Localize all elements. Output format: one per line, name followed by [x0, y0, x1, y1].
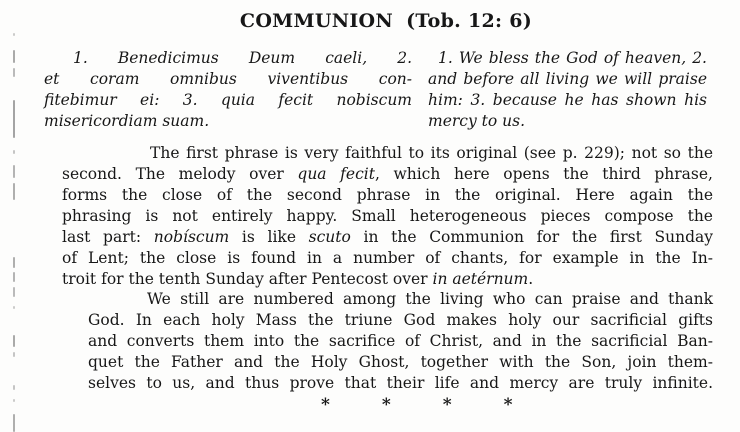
- italic-text-segment: qua fecit: [297, 165, 375, 183]
- scan-edge-mark: [13, 33, 15, 36]
- asterisk-glyph: *: [503, 395, 513, 415]
- commentary-paragraph-2: [88, 289, 713, 394]
- text-line: [44, 69, 412, 90]
- text-segment: et coram omnibus viventibus con-: [44, 70, 412, 88]
- text-line: [62, 185, 713, 206]
- text-segment: is like: [229, 228, 309, 246]
- text-segment: last part:: [62, 228, 154, 246]
- scan-edge-mark: [13, 68, 15, 77]
- italic-text-segment: nobíscum: [153, 228, 230, 246]
- text-segment: him: 3. because he has shown his: [428, 91, 707, 109]
- text-segment: fitebimur ei: 3. quia fecit nobiscum: [44, 91, 412, 109]
- text-line: [88, 373, 713, 394]
- text-line: [62, 269, 713, 290]
- italic-text-segment: in aetérnum: [432, 270, 529, 288]
- scan-edge-mark: [13, 335, 15, 347]
- text-segment: mercy to us.: [428, 112, 525, 130]
- scan-edge-mark: [13, 414, 15, 432]
- text-segment: troit for the tenth Sunday after Pentecost over: [62, 270, 433, 288]
- text-segment: and converts them into the sacrifice of Christ, and in the sacrificial Ban-: [88, 332, 713, 350]
- text-segment: selves to us, and thus prove that their life and mercy are truly infinite.: [88, 374, 713, 392]
- asterisk-glyph: *: [442, 395, 452, 415]
- scan-edge-mark: [13, 287, 15, 297]
- text-line: [88, 289, 713, 310]
- text-segment: God. In each holy Mass the triune God makes holy our sacrificial gifts: [88, 311, 713, 329]
- commentary-paragraph-1: [62, 143, 713, 290]
- text-segment: phrasing is not entirely happy. Small heterogeneous pieces compose the: [62, 207, 713, 225]
- title-text: COMMUNION: [239, 10, 394, 32]
- text-line: [62, 227, 713, 248]
- text-segment: The first phrase is very faithful to its original (see p. 229); not so the: [150, 144, 713, 162]
- text-segment: second. The melody over: [62, 165, 298, 183]
- text-line: [88, 310, 713, 331]
- text-segment: quet the Father and the Holy Ghost, together with the Son, join them-: [88, 353, 713, 371]
- text-segment: .: [528, 270, 534, 288]
- text-line: [44, 90, 412, 111]
- page-title: [16, 9, 740, 33]
- scan-edge-mark: [13, 50, 15, 63]
- text-line: [62, 248, 713, 269]
- scan-edge-mark: [13, 272, 15, 282]
- text-line: [428, 111, 707, 132]
- text-segment: , which here opens the third phrase,: [374, 165, 713, 183]
- scan-edge-mark: [13, 399, 15, 402]
- title-scripture-reference: (Tob. 12: 6): [406, 10, 533, 32]
- asterisk-separator: [321, 396, 513, 414]
- scan-edge-mark: [13, 306, 15, 309]
- text-line: [62, 206, 713, 227]
- scan-edge-mark: [13, 100, 15, 138]
- antiphon-latin-column: [44, 48, 412, 132]
- asterisk-glyph: *: [381, 395, 391, 415]
- scan-edge-mark: [13, 257, 15, 268]
- text-line: [88, 352, 713, 373]
- text-line: [88, 331, 713, 352]
- text-line: [44, 48, 412, 69]
- text-line: [44, 111, 412, 132]
- italic-text-segment: scuto: [308, 228, 351, 246]
- text-segment: We still are numbered among the living who can praise and thank: [147, 290, 713, 308]
- text-line: [428, 48, 707, 69]
- text-segment: 1. Benedicimus Deum caeli, 2.: [73, 49, 412, 67]
- text-line: [428, 69, 707, 90]
- scan-edge-mark: [13, 165, 15, 178]
- text-segment: misericordiam suam.: [44, 112, 210, 130]
- text-segment: 1. We bless the God of heaven, 2.: [438, 49, 707, 67]
- scan-edge-mark: [13, 183, 15, 200]
- text-segment: and before all living we will praise: [428, 70, 707, 88]
- scan-edge-mark: [13, 385, 15, 390]
- scan-edge-mark: [13, 150, 15, 154]
- text-segment: in the Communion for the first Sunday: [350, 228, 713, 246]
- text-segment: forms the close of the second phrase in the original. Here again the: [62, 186, 713, 204]
- antiphon-english-column: [428, 48, 707, 132]
- text-line: [428, 90, 707, 111]
- scan-edge-mark: [13, 352, 15, 357]
- asterisk-glyph: *: [321, 395, 330, 415]
- text-segment: of Lent; the close is found in a number of chants, for example in the In-: [62, 249, 713, 267]
- text-line: [62, 164, 713, 185]
- text-line: [62, 143, 713, 164]
